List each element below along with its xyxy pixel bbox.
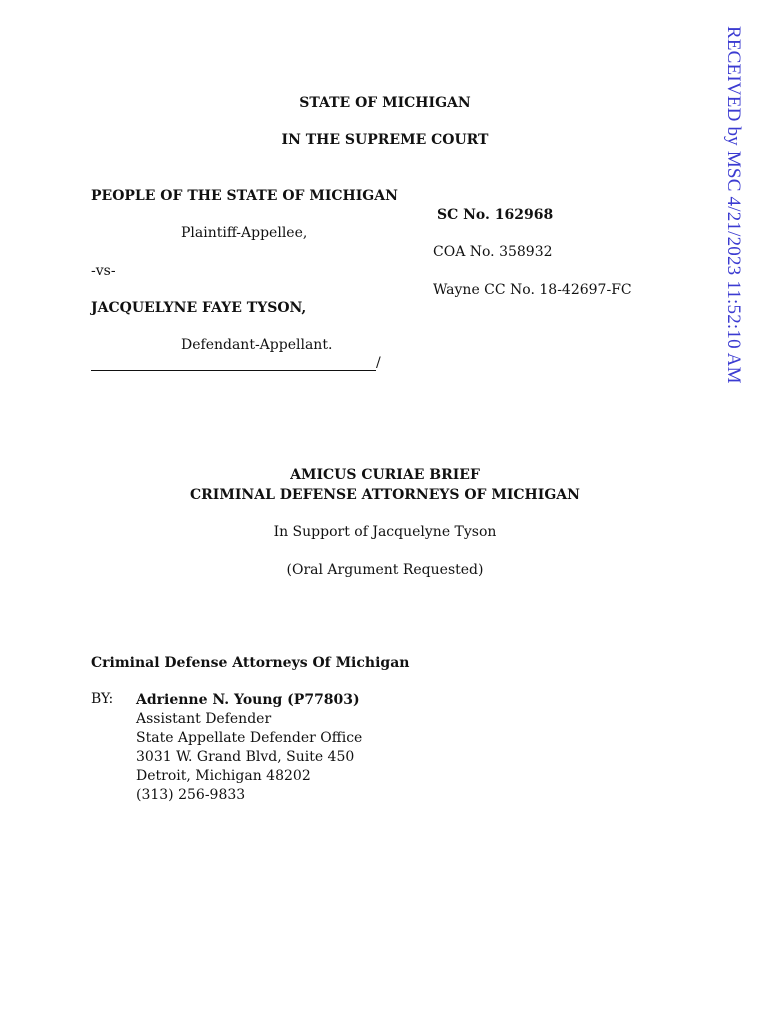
defendant-name: JACQUELYNE FAYE TYSON, (91, 300, 307, 316)
signer-details (136, 691, 362, 805)
circuit-court-number: Wayne CC No. 18-42697-FC (433, 282, 632, 298)
plaintiff-name: PEOPLE OF THE STATE OF MICHIGAN (91, 188, 398, 204)
oral-argument-line: (Oral Argument Requested) (286, 562, 484, 578)
signer-phone: (313) 256-9833 (136, 787, 246, 803)
brief-title: AMICUS CURIAE BRIEF (290, 467, 480, 483)
court-of-appeals-number: COA No. 358932 (433, 244, 553, 260)
by-label: BY: (91, 691, 114, 707)
court-state-heading: STATE OF MICHIGAN (299, 95, 471, 111)
signer-address-line-1: 3031 W. Grand Blvd, Suite 450 (136, 749, 355, 765)
defendant-role: Defendant-Appellant. (181, 337, 333, 353)
signer-title: Assistant Defender (136, 711, 272, 727)
versus-label: -vs- (91, 263, 116, 279)
signer-address-line-2: Detroit, Michigan 48202 (136, 768, 311, 784)
organization-name: Criminal Defense Attorneys Of Michigan (91, 655, 410, 671)
brief-subtitle: CRIMINAL DEFENSE ATTORNEYS OF MICHIGAN (190, 487, 580, 503)
court-name-heading: IN THE SUPREME COURT (281, 132, 489, 148)
supreme-court-number: SC No. 162968 (437, 207, 554, 223)
plaintiff-role: Plaintiff-Appellee, (181, 225, 308, 241)
caption-rule-slash: / (376, 355, 381, 371)
caption-rule (91, 356, 376, 371)
signer-name: Adrienne N. Young (P77803) (136, 692, 360, 708)
brief-support-line: In Support of Jacquelyne Tyson (273, 524, 497, 540)
received-stamp: RECEIVED by MSC 4/21/2023 11:52:10 AM (723, 26, 744, 384)
signer-office: State Appellate Defender Office (136, 730, 363, 746)
